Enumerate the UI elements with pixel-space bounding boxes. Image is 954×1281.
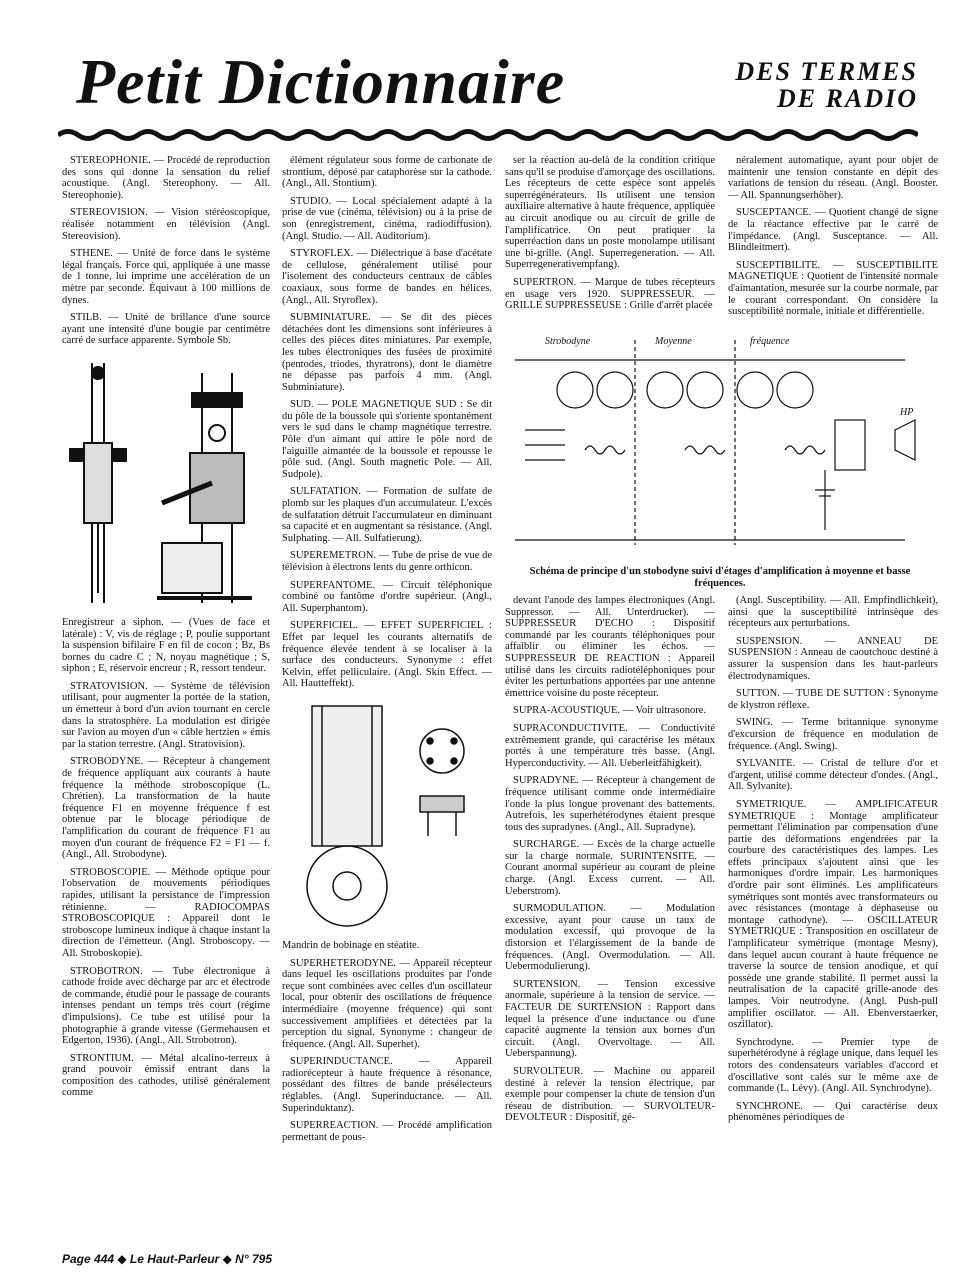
page-subtitle	[735, 58, 918, 113]
column-2	[282, 155, 492, 1185]
entry: SUD. — POLE MAGNETIQUE SUD : Se dit du pôle de la boussole qui s'oriente spontanément vers le sud dans le champ magnétique terrestre. Pôle d'un aimant qui attire le pôle nord de l'aiguille aimantée de la boussole et repousse le pôle sud. (Angl. South magnetic Pole. — All. Sudpole).	[282, 399, 492, 480]
entry: Synchrodyne. — Premier type de superhétérodyne à réglage unique, dans lequel les rotors des condensateurs variables d'accord et d'oscillative sont calés sur le même axe de commande (L. Lévy). (Angl. All. Synchrodyne).	[728, 1036, 938, 1095]
entry: STROBOTRON. — Tube électronique à cathode froide avec décharge par arc et électrode de commande, étudié pour le passage de courants intenses pendant un temps très court (régime d'impulsions). Ce tube est utilisé pour la photographie à grande vitesse (Germehausen et Edgerton, 1936). (Angl., All. Strobotron).	[62, 965, 270, 1047]
entry: SWING. — Terme britannique synonyme d'excursion de fréquence en modulation de fréquence. (Angl. Swing).	[728, 717, 938, 752]
entry: SUPEREMETRON. — Tube de prise de vue de télévision à électrons lents du genre orthicon.	[282, 550, 492, 573]
page-footer: Page 444 ◆ Le Haut-Parleur ◆ N° 795	[62, 1252, 273, 1266]
schema-label-frequence: fréquence	[750, 336, 790, 347]
schema-label-strobodyne: Strobodyne	[545, 336, 591, 347]
entry: STHENE. — Unité de force dans le système légal français. Force qui, appliquée à une masse de 1 tonne, lui imprime une accélération de un mètre par seconde. Équivaut à 100 millions de dynes.	[62, 248, 270, 306]
entry: devant l'anode des lampes électroniques (Angl. Suppressor. — All. Unterdrucker). — SUPPRESSEUR D'ECHO : Dispositif commandé par les courants téléphoniques pour affaiblir ou éliminer les échos. — SUPPRESSEUR DE REACTION : Appareil utilisé dans les circuits radiotéléphoniques pour éviter les perturbations apportées par une antenne émettrice voisine du poste récepteur.	[505, 595, 715, 699]
entry: SURCHARGE. — Excès de la charge actuelle sur la charge normale. SURINTENSITE. — Courant anormal supérieur au courant de pleine charge. (Angl. Excess current. — All. Ueberstrom).	[505, 839, 715, 897]
schema-label-moyenne: Moyenne	[655, 336, 692, 347]
coil-former-figure	[282, 696, 492, 936]
entry: SUPERTRON. — Marque de tubes récepteurs en usage vers 1920. SUPPRESSEUR. — GRILLE SUPPRESSEUSE : Grille d'arrêt placée	[505, 276, 715, 312]
entry: SUPERFANTOME. — Circuit téléphonique combiné ou fantôme d'ordre supérieur. (Angl., All. Superphantom).	[282, 579, 492, 614]
entry: SURTENSION. — Tension excessive anormale, supérieure à la tension de service. — FACTEUR DE SURTENSION : Rapport dans lequel la présence d'une inductance ou d'une capacité augmente la tension aux bornes d'un circuit. (Angl. Overvoltage. — All. Ueberspannung).	[505, 978, 715, 1060]
entry: SUPRACONDUCTIVITE. — Conductivité extrêmement grande, qui caractérise les métaux portés à une température très basse. (Angl. Hyperconductivity. — All. Ueberleitfähigkeit).	[505, 722, 715, 769]
entry: STRATOVISION. — Système de télévision utilisant, pour augmenter la portée de la station, un émetteur à bord d'un avion tournant en cercle dans la stratosphère. La modulation est dirigée sur l'avion au moyen d'un « câble hertzien » émis par la station terrestre. (Angl. Stratovision).	[62, 680, 270, 750]
entry: SUSPENSION. — ANNEAU DE SUSPENSION : Anneau de caoutchouc destiné à assurer la suspension dans les haut-parleurs électrodynamiques.	[728, 635, 938, 682]
entry: SUBMINIATURE. — Se dit des pièces détachées dont les dimensions sont inférieures à celles des pièces dites miniatures. Par exemple, les tubes électroniques des fusées de proximité (pentodes, triodes, thyratrons), dont le diamètre ne dépasse pas parfois 4 mm. (Angl. Subminiature).	[282, 312, 492, 393]
column-3-bottom	[505, 595, 715, 1190]
entry: STILB. — Unité de brillance d'une source ayant une intensité d'une bougie par centimètre carré de surface apparente. Symbole Sb.	[62, 312, 270, 347]
entry: ser la réaction au-delà de la condition critique sans qu'il se produise d'amorçage des oscillations. Les récepteurs de cette espèce sont appelés superrégénérateurs. Ils utilisent une tension auxiliaire alternative à haute fréquence, appliquée au circuit anodique ou au circuit de grille de l'amplificatrice. On peut pratiquer la superréaction dans un poste monolampe utilisant une bi-grille. (Angl. Superregeneration. — All. Superregenerativempfang).	[505, 155, 715, 271]
strobodyne-schematic	[505, 330, 935, 558]
header-wave-rule	[58, 128, 918, 142]
entry: STROBODYNE. — Récepteur à changement de fréquence appliquant aux courants à haute fréquence la méthode stroboscopique (L. Chrétien). La transformation de la haute fréquence F1 en moyenne fréquence f est obtenue par le blocage périodique de l'amplification du courant de fréquence F1 au moyen d'un courant de fréquence F2 = F1 — f. (Angl., All. Strobodyne).	[62, 756, 270, 861]
subtitle-line-1: DES TERMES	[735, 57, 918, 86]
entry: STEREOVISION. — Vision stéréoscopique, réalisée notamment en télévision (Angl. Stereovision).	[62, 207, 270, 242]
entry: STEREOPHONIE. — Procédé de reproduction des sons qui donne la sensation du relief acoustique. (Angl. Stereophony. — All. Stereophonie).	[62, 155, 270, 201]
entry: SUPRADYNE. — Récepteur à changement de fréquence utilisant comme onde intermédiaire l'onde la plus longue provenant des battements. Autrefois, les superhétérodynes étaient presque tous des supradynes. (Angl., All. Supradyne).	[505, 775, 715, 833]
entry: SUPERFICIEL. — EFFET SUPERFICIEL : Effet par lequel les courants alternatifs de fréquence élevée tendent à se localiser à la surface des conducteurs. Synonyme : effet Kelvin, effet pelliculaire. (Angl. Skin Effect. — All. Hautteffekt).	[282, 620, 492, 690]
entry: SUPERREACTION. — Procédé amplification permettant de pous-	[282, 1120, 492, 1143]
column-4-bottom	[728, 595, 938, 1190]
entry: SURMODULATION. — Modulation excessive, ayant pour cause un taux de modulation excessif, qui provoque de la distorsion et l'élargissement de la bande de fréquences. (Angl. Overmodulation. — All. Uebermodulierung).	[505, 903, 715, 973]
column-1	[62, 155, 270, 1185]
schema-label-hp: HP	[900, 407, 914, 418]
entry: STUDIO. — Local spécialement adapté à la prise de vue (cinéma, télévision) ou à la prise de son (enregistrement, cinéma, radiodiffusion). (Angl. Studio. — All. Auditorium).	[282, 195, 492, 242]
page-header	[58, 42, 918, 142]
subtitle-line-2: DE RADIO	[777, 84, 918, 114]
entry: SYMETRIQUE. — AMPLIFICATEUR SYMETRIQUE : Montage amplificateur permettant l'élimination par compensation d'une partie des déformations engendrées par la courbure des caractéristiques des lampes. Les effets principaux s'ajoutent ainsi que les harmoniques d'ordre impair. Les harmoniques d'ordre pair sont éliminés. Les amplificateurs symétriques sont montés avec transformateurs ou avec résistances (montage à déphaseuse ou montage cathodyne). — OSCILLATEUR SYMETRIQUE : Transposition en oscillateur de l'amplificateur symétrique (montage Mesny), dans lequel aucun courant à haute fréquence ne traverse la source de tension anodique, et qui possède une grande stabilité. Il permet aussi la neutralisation de la capacité grille-anode des lampes. Voir neutrodyne. (Angl. Push-pull amplifier oscillator. — All. Ebenverstaerker, oszillator).	[728, 798, 938, 1031]
entry: STYROFLEX. — Diélectrique à base d'acétate de cellulose, généralement utilisé pour l'isolement des conducteurs centraux de câbles coaxiaux, sous forme de bandes en hélices. (Angl., All. Styroflex).	[282, 248, 492, 306]
siphon-recorder-figure	[62, 353, 270, 613]
entry: élément régulateur sous forme de carbonate de strontium, déposé par cataphorèse sur la cathode. (Angl., All. Stontium).	[282, 155, 492, 190]
entry: SULFATATION. — Formation de sulfate de plomb sur les plaques d'un accumulateur. L'excès de sulfatation détruit l'accumulateur en diminuant sa capacité et en augmentant sa résistance. (Angl. Sulphating. — All. Sulfatierung).	[282, 486, 492, 544]
entry: STROBOSCOPIE. — Méthode optique pour l'observation de mouvements périodiques rapides, utilisant la persistance de l'impression rétinienne. — RADIOCOMPAS STROBOSCOPIQUE : Appareil dont le stroboscope lumineux indique à chaque instant la direction de l'émetteur. (Angl. Stroboscopy. — All. Stroboskopie).	[62, 866, 270, 959]
entry: néralement automatique, ayant pour objet de maintenir une tension constante en dépit des variations de tension du réseau. (Angl. Booster. — All. Spannungserhöher).	[728, 155, 938, 201]
entry: SURVOLTEUR. — Machine ou appareil destiné à relever la tension électrique, par exemple pour compenser la chute de tension d'un réseau de distribution. — SURVOLTEUR-DEVOLTEUR : Dispositif, gé-	[505, 1065, 715, 1124]
page-title: Petit Dictionnaire	[76, 46, 566, 117]
schematic-caption: Schéma de principe d'un stobodyne suivi d'étages d'amplification à moyenne et basse fréquences.	[529, 566, 911, 589]
entry: SUTTON. — TUBE DE SUTTON : Synonyme de klystron réflexe.	[728, 688, 938, 711]
entry: SYLVANITE. — Cristal de tellure d'or et d'argent, utilisé comme détecteur d'ondes. (Angl., All. Sylvanite).	[728, 758, 938, 793]
entry: SUPRA-ACOUSTIQUE. — Voir ultrasonore.	[513, 705, 706, 717]
figure-caption: Enregistreur a siphon. — (Vues de face et latérale) : V, vis de réglage ; P, poulie supportant la suspension bifilaire F en fil de cocon ; Bz, Bs bornes du cadre C ; N, noyau magnétique ; S, siphon ; E, réservoir encreur ; R, ressort tendeur.	[62, 616, 270, 675]
entry: SUPERINDUCTANCE. — Appareil radiorécepteur à haute fréquence à résonance, possédant des filtres de bande présélecteurs réglables. (Angl. Superinductance. — All. Superinduktanz).	[282, 1056, 492, 1114]
column-4-top	[728, 155, 938, 325]
entry: SYNCHRONE. — Qui caractérise deux phénomènes périodiques de	[728, 1100, 938, 1124]
figure-caption: Mandrin de bobinage en stéatite.	[282, 939, 420, 951]
entry: (Angl. Susceptibility. — All. Empfindlichkeit), ainsi que la susceptibilité intrinsèque des récepteurs aux perturbations.	[728, 595, 938, 630]
entry: SUPERHETERODYNE. — Appareil récepteur dans lequel les oscillations produites par l'onde reçue sont combinées avec celles d'un oscillateur local, pour obtenir des oscillations de fréquence intermédiaire (moyenne fréquence) qui sont successivement amplifiées et détectées par la perception du signal. Synonyme : changeur de fréquence. (Angl. All. Superhet).	[282, 957, 492, 1050]
entry: SUSCEPTANCE. — Quotient changé de signe de la réactance effective par le carré de l'impédance. (Angl. Susceptance. — All. Blindleitmert).	[728, 207, 938, 254]
entry: STRONTIUM. — Métal alcalino-terreux à grand pouvoir émissif entrant dans la composition des cathodes, utilisé généralement comme	[62, 1052, 270, 1099]
entry: SUSCEPTIBILITE. — SUSCEPTIBILITE MAGNETIQUE : Quotient de l'intensité normale d'aimantation, mesurée sur la courbe normale, par le courant correspondant. On considère la susceptibilité normale, initiale et différentielle.	[728, 259, 938, 318]
column-3-top	[505, 155, 715, 325]
